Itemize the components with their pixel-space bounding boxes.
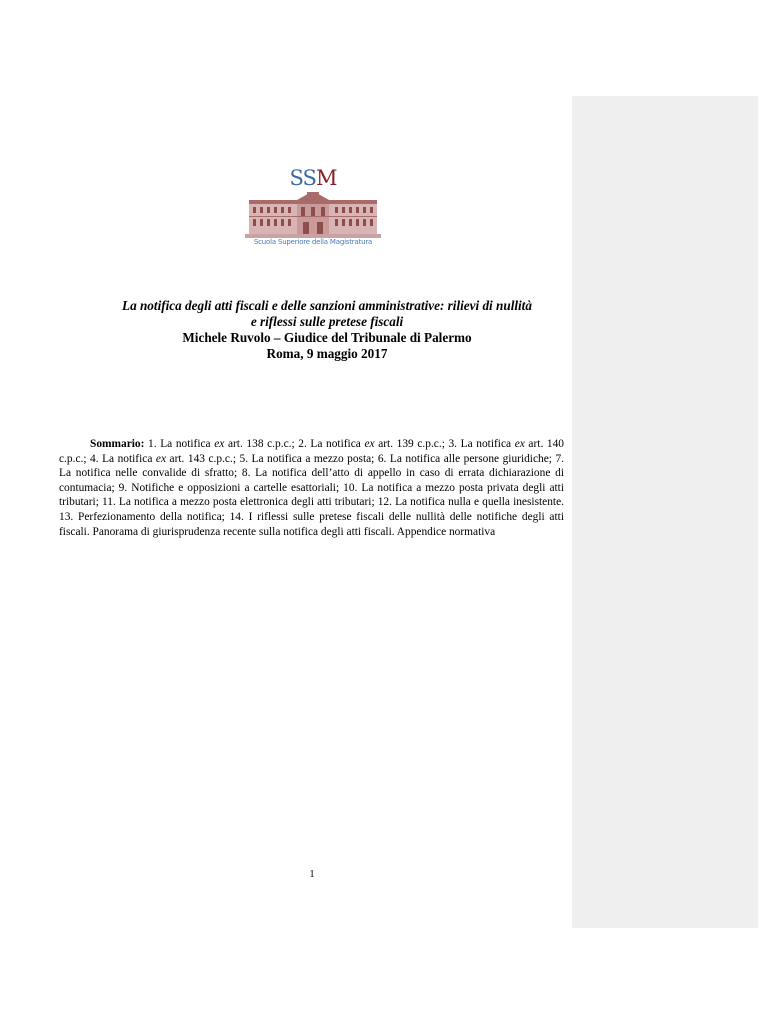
- logo-caption: Scuola Superiore della Magistratura: [253, 238, 373, 246]
- summary-paragraph: Sommario: 1. La notifica ex art. 138 c.p.c.; 2. La notifica ex art. 139 c.p.c.; 3. La notifica ex art. 140 c.p.c.; 4. La notifica ex art. 143 c.p.c.; 5. La notifica a mezzo posta; 6. La notifica alle persone giuridiche; 7. La notifica nelle convalide di sfratto; 8. La notifica dell’atto di appello in caso di errata dichiarazione di contumacia; 9. Notifiche e opposizioni a cartelle esattoriali; 10. La notifica a mezzo posta privata degli atti tributari; 11. La notifica a mezzo posta elettronica degli atti tributari; 12. La notifica nulla e quella inesistente. 13. Perfezionamento della notifica; 14. I riflessi sulle pretese fiscali delle nullità delle notifiche degli atti fiscali. Panorama di giurisprudenza recente sulla notifica degli atti fiscali. Appendice normativa: [59, 438, 564, 538]
- page-number: 1: [309, 869, 315, 880]
- summary-label: Sommario:: [90, 438, 145, 450]
- comment-pane: [572, 96, 758, 928]
- author-line: Michele Ruvolo – Giudice del Tribunale di Palermo: [182, 330, 472, 345]
- ssm-logo: [245, 164, 381, 254]
- title-line-1: La notifica degli atti fiscali e delle sanzioni amministrative: rilievi di nullità: [122, 298, 532, 313]
- document-title: [92, 298, 562, 330]
- title-line-2: e riflessi sulle pretese fiscali: [250, 314, 404, 329]
- building-icon: [245, 192, 381, 238]
- logo-acronym: SSM: [289, 166, 337, 190]
- date-line: Roma, 9 maggio 2017: [266, 346, 388, 361]
